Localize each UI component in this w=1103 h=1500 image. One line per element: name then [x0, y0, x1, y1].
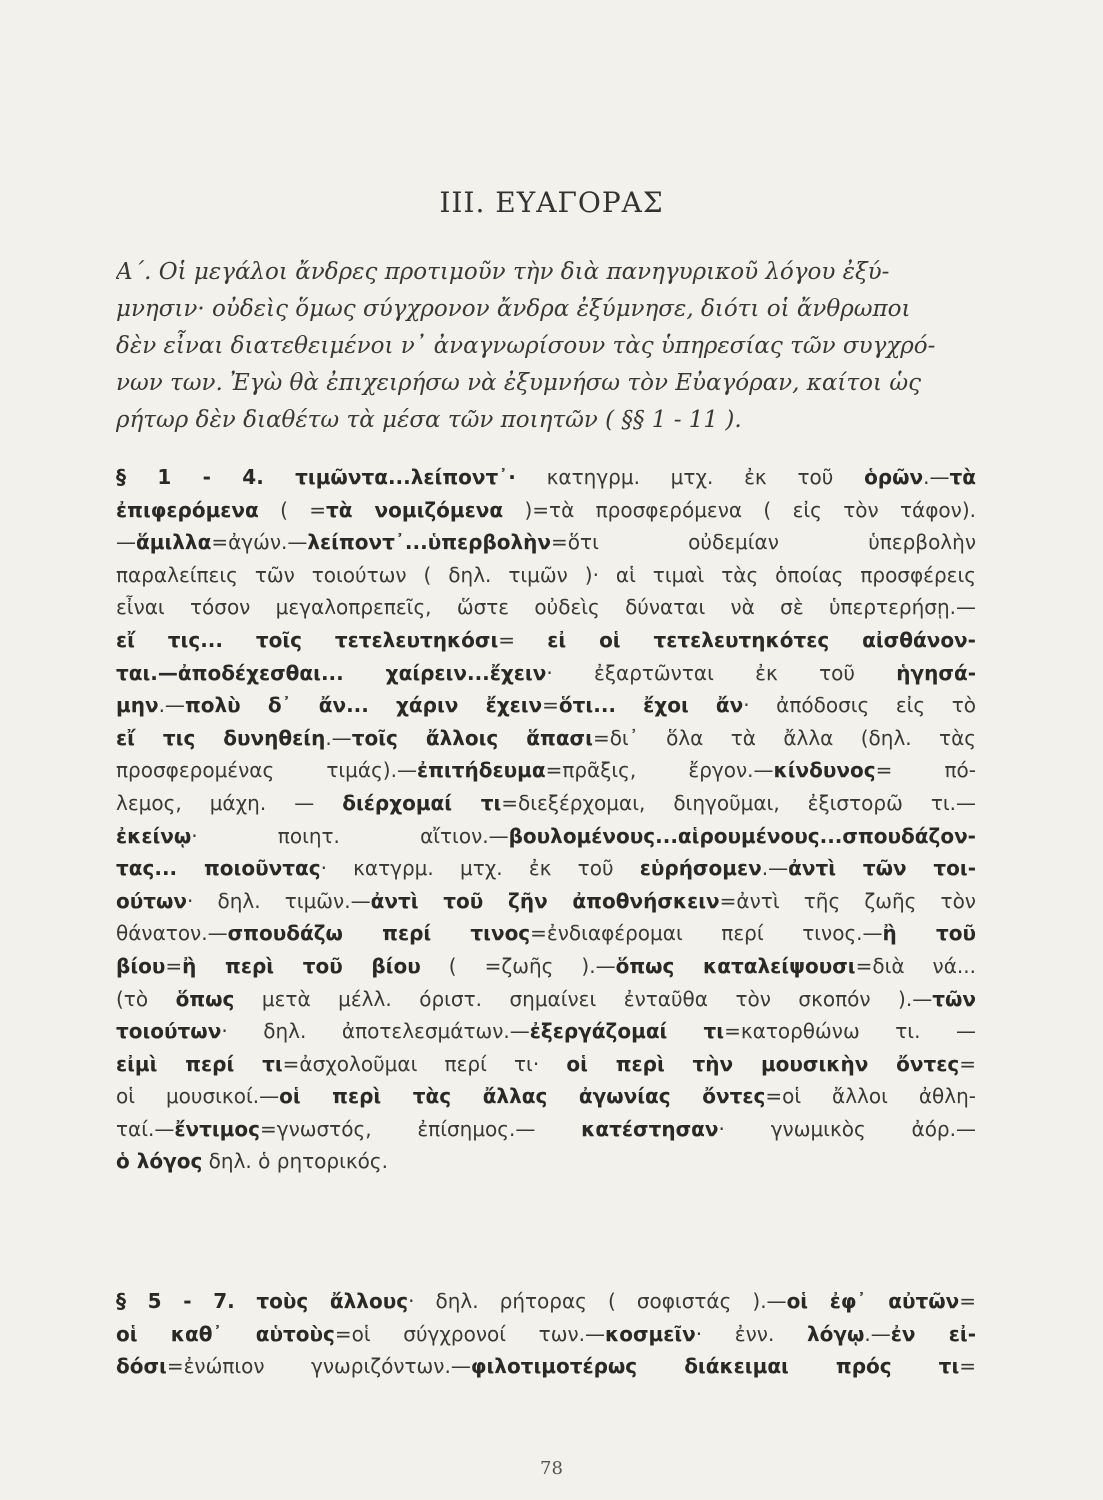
summary-line: Α΄. Οἱ μεγάλοι ἄνδρες προτιμοῦν τὴν διὰ πανηγυρικοῦ λόγου ἐξύ-	[116, 259, 890, 285]
summary-line: δὲν εἶναι διατεθειμένοι ν᾿ ἀναγνωρίσουν τὰς ὑπηρεσίας τῶν συγχρό-	[116, 333, 936, 359]
note-line	[116, 1318, 976, 1351]
lemma: δόσι	[116, 1354, 167, 1379]
gloss: =δι᾿ ὅλα τὰ ἄλλα (δηλ. τὰς	[592, 725, 976, 750]
commentary-section-5-7	[116, 1285, 976, 1383]
note-line	[116, 917, 976, 950]
gloss: =οἱ ἄλλοι ἀθλη-	[765, 1084, 976, 1109]
lemma: ἀντὶ τοῦ ζῆν ἀποθνήσκειν	[370, 888, 720, 913]
gloss: =κατορθώνω τι. —	[724, 1019, 976, 1044]
lemma: οἱ περὶ τὰς ἄλλας ἀγωνίας ὄντες	[279, 1084, 766, 1109]
lemma: κίνδυνος	[773, 758, 876, 783]
gloss: =διεξέρχομαι, διηγοῦμαι, ἐξιστορῶ τι.—	[501, 790, 976, 815]
lemma: ται.—ἀποδέχεσθαι... χαίρειν...ἔχειν	[116, 660, 547, 685]
lemma: ἅμιλλα	[136, 530, 212, 555]
lemma: § 1 - 4. τιμῶντα...λείποντ᾿·	[116, 465, 516, 489]
lemma: ἐπιτήδευμα	[416, 758, 546, 783]
lemma: λόγῳ	[806, 1321, 865, 1346]
lemma: τοιούτων	[116, 1019, 222, 1044]
note-line	[116, 1080, 976, 1113]
gloss: =ἀσχολοῦμαι περί τι·	[282, 1051, 567, 1076]
lemma: ἐν εἰ-	[890, 1321, 976, 1346]
note-line	[116, 1113, 976, 1146]
gloss: .—	[158, 693, 185, 718]
gloss: =ἀντὶ τῆς ζωῆς τὸν	[719, 888, 976, 913]
lemma: ἐπιφερόμενα	[116, 497, 259, 522]
lemma: εἴ τις δυνηθείη	[116, 725, 326, 750]
note-line	[116, 689, 976, 722]
note-line	[116, 820, 976, 853]
lemma: διέρχομαί τι	[342, 790, 502, 815]
gloss: προσφερομένας τιμάς).—	[116, 758, 417, 783]
gloss: θάνατον.—	[116, 921, 228, 946]
lemma: ἢ τοῦ	[882, 921, 976, 946]
gloss: =πρᾶξις, ἔργον.—	[545, 758, 774, 783]
lemma: κοσμεῖν	[605, 1321, 696, 1346]
lemma: ούτων	[116, 888, 188, 913]
gloss: =	[542, 693, 559, 718]
note-line	[116, 1048, 976, 1081]
gloss: δηλ. ὁ ρητορικός.	[202, 1149, 388, 1174]
gloss: =	[165, 953, 183, 978]
lemma: μην	[116, 693, 159, 718]
lemma: ἀντὶ τῶν τοι-	[788, 856, 976, 881]
lemma: τὰ νομιζόμενα	[326, 497, 504, 522]
lemma: ὅτι... ἔχοι ἄν	[558, 693, 744, 718]
gloss: .—	[325, 725, 352, 750]
note-line	[116, 1015, 976, 1048]
lemma: τὰ	[949, 465, 976, 489]
lemma: πολὺ δ᾿ ἄν... χάριν ἔχειν	[184, 693, 543, 718]
gloss: =	[959, 1051, 976, 1076]
gloss: · δηλ. τιμῶν.—	[187, 888, 371, 913]
lemma: εὑρήσομεν	[639, 856, 762, 881]
lemma: οἱ καθ᾿ αὑτοὺς	[116, 1321, 335, 1346]
note-line	[116, 852, 976, 885]
gloss: =	[498, 627, 548, 652]
gloss: )=τὰ προσφερόμενα ( εἰς τὸν τάφον).	[503, 497, 976, 522]
lemma: ἡγησά-	[896, 660, 976, 685]
chapter-title: III. ΕΥΑΓΟΡΑΣ	[439, 186, 664, 219]
gloss: =	[959, 1289, 976, 1313]
note-line	[116, 1285, 976, 1318]
note-line	[116, 1145, 976, 1178]
lemma: οἱ ἐφ᾿ αὐτῶν	[786, 1289, 960, 1313]
gloss: .—	[864, 1321, 891, 1346]
gloss: · ἐνν.	[695, 1321, 807, 1346]
note-line	[116, 1350, 976, 1383]
note-line	[116, 657, 976, 690]
gloss: · ἐξαρτῶνται ἐκ τοῦ	[546, 660, 897, 685]
lemma: τας... ποιοῦντας	[116, 856, 321, 881]
note-line	[116, 526, 976, 559]
note-line	[116, 885, 976, 918]
note-line: παραλείπεις τῶν τοιούτων ( δηλ. τιμῶν )· αἱ τιμαὶ τὰς ὁποίας προσφέρεις	[116, 562, 976, 587]
lemma: βουλομένους...αἱρουμένους...σπουδάζον-	[508, 823, 976, 848]
gloss: =γνωστός, ἐπίσημος.—	[259, 1116, 582, 1141]
gloss: · γνωμικὸς ἀόρ.—	[718, 1116, 976, 1141]
lemma: ἢ περὶ τοῦ βίου	[182, 953, 421, 978]
lemma: ὅπως καταλείψουσι	[615, 953, 856, 978]
gloss: =ἀγών.—	[211, 530, 308, 555]
note-line: εἶναι τόσον μεγαλοπρεπεῖς, ὥστε οὐδεὶς δύναται νὰ σὲ ὑπερτερήσῃ.—	[116, 595, 976, 620]
lemma: ὅπως	[175, 986, 235, 1011]
gloss: ταί.—	[116, 1116, 175, 1141]
lemma: σπουδάζω περί τινος	[227, 921, 531, 946]
lemma: κατέστησαν	[581, 1116, 719, 1141]
lemma: § 5 - 7. τοὺς ἄλλους	[116, 1289, 409, 1313]
lemma: λείποντ᾿...ὑπερβολὴν	[307, 530, 552, 555]
note-line	[116, 754, 976, 787]
gloss: · δηλ. ἀποτελεσμάτων.—	[221, 1019, 530, 1044]
lemma: ἐξεργάζομαί τι	[529, 1019, 725, 1044]
gloss: · κατγρμ. μτχ. ἐκ τοῦ	[320, 856, 640, 881]
lemma: ὁρῶν	[864, 465, 924, 489]
gloss: ( =ζωῆς ).—	[420, 953, 616, 978]
gloss: =	[959, 1354, 976, 1379]
lemma: ὁ λόγος	[116, 1149, 203, 1174]
lemma: ἐκείνῳ	[116, 823, 192, 848]
lemma: τοῖς ἄλλοις ἅπασι	[351, 725, 593, 750]
lemma: εἰ οἱ τετελευτηκότες αἰσθάνον-	[547, 627, 976, 652]
note-line	[116, 461, 976, 494]
gloss: =διὰ νά...	[855, 953, 976, 978]
note-line	[116, 787, 976, 820]
summary-line: ρήτωρ δὲν διαθέτω τὰ μέσα τῶν ποιητῶν ( §§ 1 - 11 ).	[116, 407, 742, 433]
gloss: · ἀπόδοσις εἰς τὸ	[743, 693, 976, 718]
note-line	[116, 950, 976, 983]
gloss: = πό-	[875, 758, 976, 783]
page-number: 78	[540, 1458, 563, 1479]
gloss: κατηγρμ. μτχ. ἐκ τοῦ	[515, 465, 865, 489]
gloss: =οἱ σύγχρονοί των.—	[334, 1321, 605, 1346]
commentary-section-1-4	[116, 461, 976, 1178]
gloss: .—	[923, 465, 950, 489]
chapter-summary	[116, 254, 976, 439]
gloss: · ποιητ. αἴτιον.—	[191, 823, 509, 848]
gloss: (τὸ	[116, 986, 176, 1011]
note-line	[116, 624, 976, 657]
gloss: .—	[761, 856, 789, 881]
gloss: =ἐνώπιον γνωριζόντων.—	[166, 1354, 471, 1379]
lemma: φιλοτιμοτέρως διάκειμαι πρός τι	[470, 1354, 960, 1379]
gloss: · δηλ. ρήτορας ( σοφιστάς ).—	[408, 1289, 787, 1313]
lemma: βίου	[116, 953, 166, 978]
gloss: —	[116, 530, 136, 555]
gloss: οἱ μουσικοί.—	[116, 1084, 280, 1109]
gloss: =ὅτι οὐδεμίαν ὑπερβολὴν	[551, 530, 976, 555]
summary-line: νων των. Ἐγὼ θὰ ἐπιχειρήσω νὰ ἐξυμνήσω τὸν Εὐαγόραν, καίτοι ὡς	[116, 370, 921, 396]
lemma: εἰμὶ περί τι	[116, 1051, 283, 1076]
lemma: εἴ τις... τοῖς τετελευτηκόσι	[116, 627, 499, 652]
note-line	[116, 722, 976, 755]
gloss: ( =	[258, 497, 327, 522]
note-line	[116, 494, 976, 527]
gloss: =ἐνδιαφέρομαι περί τινος.—	[530, 921, 883, 946]
lemma: ἔντιμος	[174, 1116, 260, 1141]
gloss: λεμος, μάχη. —	[116, 790, 343, 815]
gloss: μετὰ μέλλ. όριστ. σημαίνει ἐνταῦθα τὸν σκοπόν ).—	[234, 986, 933, 1011]
lemma: οἱ περὶ τὴν μουσικὴν ὄντες	[566, 1051, 960, 1076]
summary-line: μνησιν· οὐδεὶς ὅμως σύγχρονον ἄνδρα ἐξύμνησε, διότι οἱ ἄνθρωποι	[116, 296, 911, 322]
lemma: τῶν	[932, 986, 976, 1011]
note-line	[116, 983, 976, 1016]
